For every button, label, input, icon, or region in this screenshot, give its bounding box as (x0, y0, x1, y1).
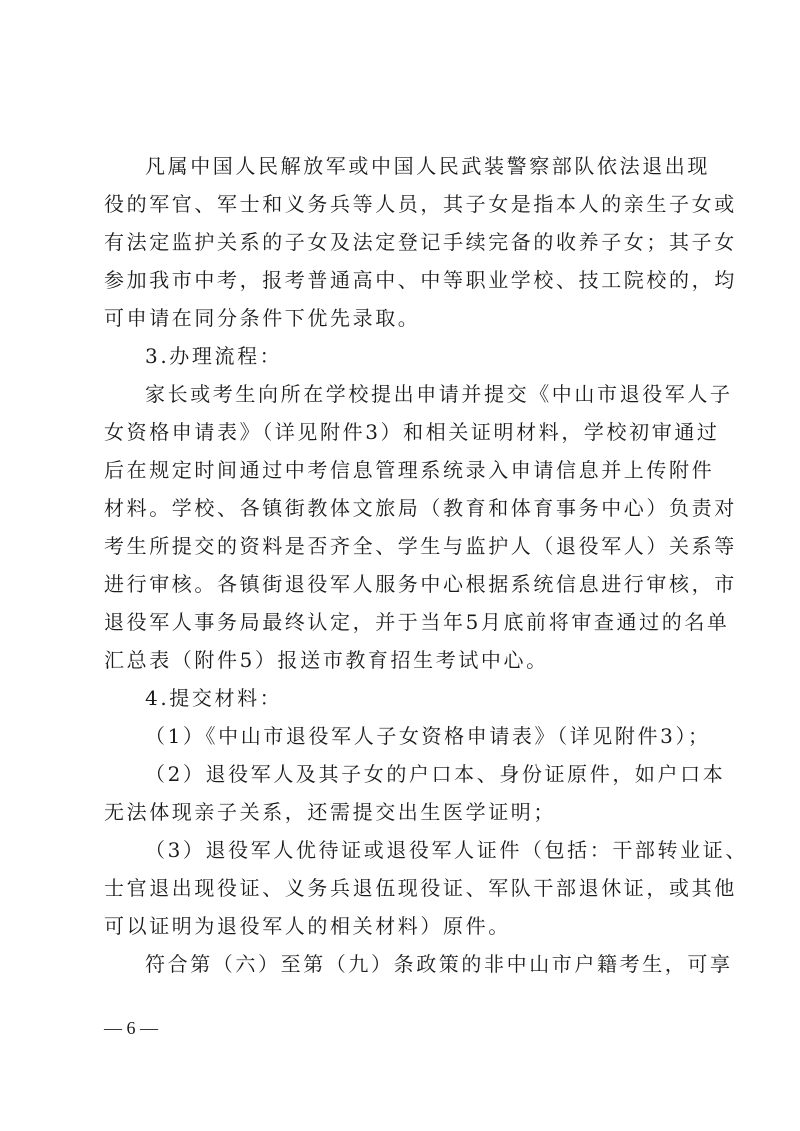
text-line: 材料。学校、各镇街教体文旅局（教育和体育事务中心）负责对 (104, 496, 737, 520)
text-line: 女资格申请表》（详见附件3）和相关证明材料，学校初审通过 (104, 420, 720, 444)
list-item-2: （2）退役军人及其子女的户口本、身份证原件，如户口本 (145, 762, 726, 786)
section-heading-procedure: 3.办理流程： (145, 344, 283, 368)
text-line: 役的军官、军士和义务兵等人员，其子女是指本人的亲生子女或 (104, 192, 737, 216)
text-line: 无法体现亲子关系，还需提交出生医学证明； (104, 800, 556, 824)
text-line: 参加我市中考，报考普通高中、中等职业学校、技工院校的，均 (104, 268, 737, 292)
text-line: 后在规定时间通过中考信息管理系统录入申请信息并上传附件 (104, 458, 715, 482)
text-line: 士官退出现役证、义务兵退伍现役证、军队干部退休证，或其他 (104, 876, 737, 900)
page-number: — 6 — (104, 1018, 158, 1038)
list-item-3: （3）退役军人优待证或退役军人证件（包括：干部转业证、 (145, 838, 748, 862)
text-line: 符合第（六）至第（九）条政策的非中山市户籍考生，可享 (145, 952, 733, 976)
text-line: 可以证明为退役军人的相关材料）原件。 (104, 914, 511, 938)
list-item-1: （1）《中山市退役军人子女资格申请表》（详见附件3）； (145, 724, 711, 748)
text-line: 汇总表（附件5）报送市教育招生考试中心。 (104, 648, 549, 672)
text-line: 可申请在同分条件下优先录取。 (104, 306, 421, 330)
text-line: 进行审核。各镇街退役军人服务中心根据系统信息进行审核，市 (104, 572, 737, 596)
text-line: 考生所提交的资料是否齐全、学生与监护人（退役军人）关系等 (104, 534, 737, 558)
text-line: 凡属中国人民解放军或中国人民武装警察部队依法退出现 (145, 154, 710, 178)
section-heading-materials: 4.提交材料： (145, 686, 283, 710)
text-line: 家长或考生向所在学校提出申请并提交《中山市退役军人子 (145, 382, 733, 406)
body-text (104, 147, 748, 983)
text-line: 退役军人事务局最终认定，并于当年5月底前将审查通过的名单 (104, 610, 730, 634)
text-line: 有法定监护关系的子女及法定登记手续完备的收养子女；其子女 (104, 230, 737, 254)
